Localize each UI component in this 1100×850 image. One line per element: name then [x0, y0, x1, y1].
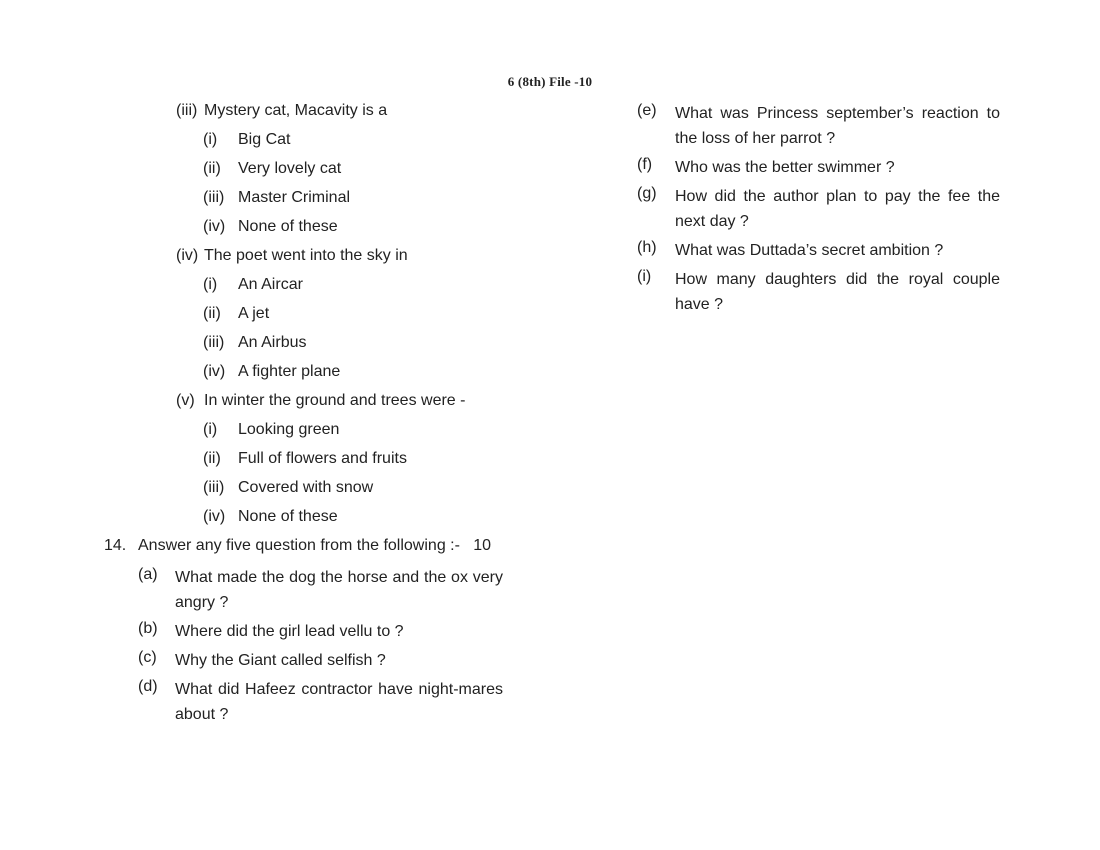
option-number: (iii) [203, 189, 225, 206]
short-answer-item [138, 677, 504, 727]
option-text: A fighter plane [238, 363, 341, 380]
option-text: Looking green [238, 421, 340, 438]
option-text: An Airbus [238, 334, 307, 351]
short-answer-item [138, 565, 504, 615]
option-text: None of these [238, 508, 338, 525]
option-text: Full of flowers and fruits [238, 450, 407, 467]
question-text: In winter the ground and trees were - [204, 392, 466, 409]
item-letter: (h) [637, 239, 657, 256]
item-text: How did the author plan to pay the fee the next day ? [675, 188, 1000, 230]
option-text: None of these [238, 218, 338, 235]
question-number: 14. [104, 537, 127, 554]
item-text: Where did the girl lead vellu to ? [175, 623, 404, 640]
item-letter: (a) [138, 566, 158, 583]
short-answer-item [637, 184, 1001, 234]
option-number: (ii) [203, 160, 221, 177]
option-number: (iv) [203, 218, 226, 235]
option-number: (i) [203, 131, 218, 148]
item-text: Who was the better swimmer ? [675, 159, 895, 176]
option-text: Master Criminal [238, 189, 351, 206]
item-text: What made the dog the horse and the ox very angry ? [175, 569, 503, 611]
item-text: What was Duttada’s secret ambition ? [675, 242, 944, 259]
item-letter: (c) [138, 649, 157, 666]
short-answer-item [138, 648, 504, 673]
option-text: Covered with snow [238, 479, 374, 496]
short-answer-item [637, 267, 1001, 317]
item-letter: (i) [637, 268, 652, 285]
question-number: (iv) [176, 247, 199, 264]
item-letter: (f) [637, 156, 653, 173]
short-answer-item [637, 101, 1001, 151]
short-answer-item [138, 619, 504, 644]
marks-value: 10 [473, 537, 492, 554]
option-number: (ii) [203, 450, 221, 467]
option-number: (ii) [203, 305, 221, 322]
option-number: (i) [203, 276, 218, 293]
option-number: (iv) [203, 508, 226, 525]
option-text: Big Cat [238, 131, 291, 148]
page-header: 6 (8th) File -10 [507, 74, 593, 89]
question-number: (v) [176, 392, 195, 409]
item-text: What was Princess september’s reaction to the loss of her parrot ? [675, 105, 1000, 147]
item-letter: (e) [637, 102, 657, 119]
option-text: An Aircar [238, 276, 303, 293]
question-text: The poet went into the sky in [204, 247, 408, 264]
item-text: How many daughters did the royal couple have ? [675, 271, 1000, 313]
option-number: (iii) [203, 334, 225, 351]
question-instruction [138, 536, 491, 556]
short-answer-item [637, 238, 1001, 263]
item-text: What did Hafeez contractor have night-mares about ? [175, 681, 503, 723]
item-letter: (d) [138, 678, 158, 695]
option-number: (iii) [203, 479, 225, 496]
option-text: Very lovely cat [238, 160, 342, 177]
instruction-text: Answer any five question from the following :- [138, 537, 460, 554]
item-letter: (g) [637, 185, 657, 202]
option-number: (iv) [203, 363, 226, 380]
item-text: Why the Giant called selfish ? [175, 652, 386, 669]
item-letter: (b) [138, 620, 158, 637]
short-answer-item [637, 155, 1001, 180]
option-number: (i) [203, 421, 218, 438]
question-number: (iii) [176, 102, 198, 119]
question-text: Mystery cat, Macavity is a [204, 102, 388, 119]
option-text: A jet [238, 305, 270, 322]
